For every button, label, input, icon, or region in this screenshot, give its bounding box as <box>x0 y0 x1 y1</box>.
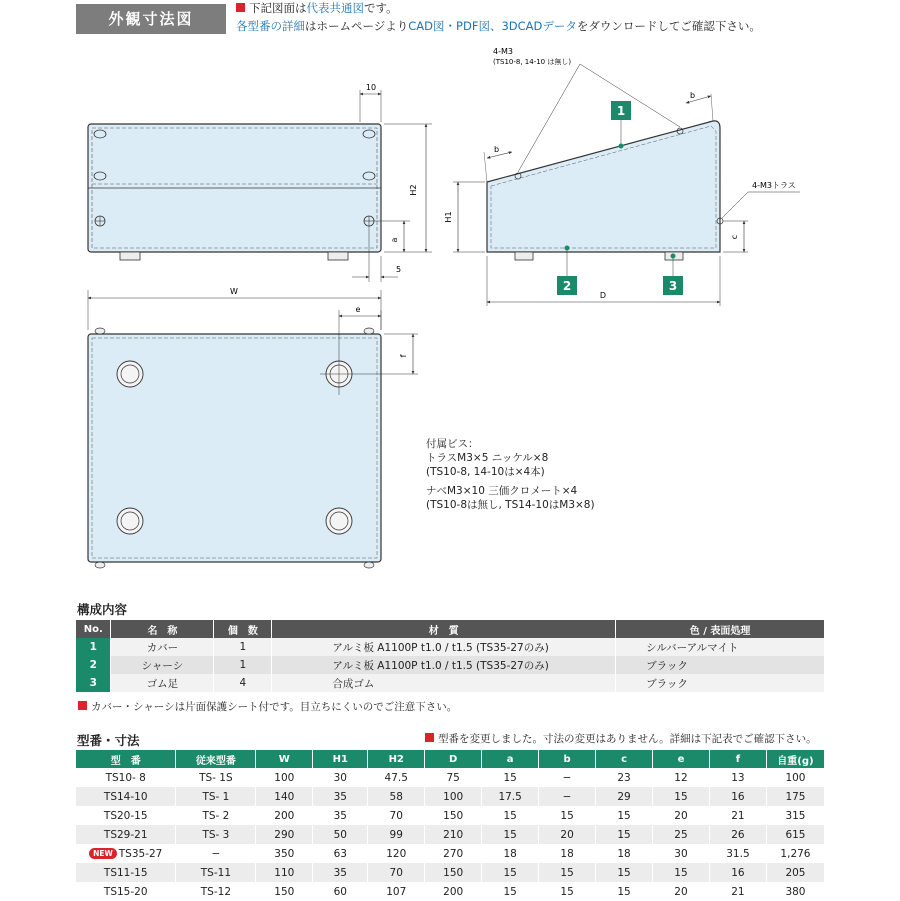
cell-weight: 100 <box>766 768 824 787</box>
dimensions-header-row <box>76 750 825 768</box>
m3-top-note: (TS10-8, 14-10 は無し) <box>493 58 572 66</box>
note2-text-b: はホームページより <box>305 19 409 33</box>
cell-e: 25 <box>653 825 710 844</box>
table-row <box>76 863 825 882</box>
cell-old-model: TS- 3 <box>176 825 256 844</box>
note2-highlight-c: CAD図・PDF図、3DCADデータ <box>408 19 577 33</box>
cell-e: 12 <box>653 768 710 787</box>
cell-old-model: TS- 2 <box>176 806 256 825</box>
cell-model: TS10- 8 <box>76 768 176 787</box>
part-2-number: 2 <box>562 279 572 293</box>
cell-b: 15 <box>539 882 596 901</box>
cell-h1: 60 <box>313 882 368 901</box>
section-title-dimensions-drawing: 外観寸法図 <box>76 4 226 34</box>
col-header-weight: 自重(g) <box>766 750 824 768</box>
col-header-h1: H1 <box>313 750 368 768</box>
table-row <box>76 882 825 901</box>
cell-h1: 35 <box>313 787 368 806</box>
dim-b-right-label: b <box>690 91 696 100</box>
cell-d: 150 <box>425 806 482 825</box>
cell-b: 20 <box>539 825 596 844</box>
col-header-finish: 色 / 表面処理 <box>616 620 825 638</box>
dim-h2-label: H2 <box>409 184 418 196</box>
cell-model: TS35-27 <box>118 847 163 860</box>
cell-c: 29 <box>596 787 653 806</box>
row-name: シャーシ <box>111 656 214 674</box>
part-1-number: 1 <box>616 104 626 118</box>
row-qty: 4 <box>214 674 272 692</box>
cell-w: 290 <box>256 825 313 844</box>
cell-weight: 315 <box>766 806 824 825</box>
col-header-no: No. <box>76 620 111 638</box>
cell-old-model: TS- 1S <box>176 768 256 787</box>
dim-w-label: W <box>230 287 238 296</box>
dimensions-title: 型番・寸法 <box>77 733 140 748</box>
cell-model: TS14-10 <box>76 787 176 806</box>
cell-h1: 35 <box>313 806 368 825</box>
row-qty: 1 <box>214 656 272 674</box>
cell-model-new <box>76 844 176 863</box>
row-name: カバー <box>111 638 214 656</box>
dim-c-label: c <box>730 234 739 240</box>
cell-h2: 47.5 <box>368 768 425 787</box>
col-header-old-model: 従来型番 <box>176 750 256 768</box>
cell-model: TS20-15 <box>76 806 176 825</box>
col-header-d: D <box>425 750 482 768</box>
cell-w: 100 <box>256 768 313 787</box>
screws-line-2: (TS10-8, 14-10は×4本) <box>426 466 545 478</box>
dim-10-label: 10 <box>365 83 377 92</box>
cell-h2: 99 <box>368 825 425 844</box>
row-material: アルミ板 A1100P t1.0 / t1.5 (TS35-27のみ) <box>272 638 616 656</box>
col-header-c: c <box>596 750 653 768</box>
new-badge: NEW <box>89 848 117 859</box>
row-material: 合成ゴム <box>272 674 616 692</box>
cell-h1: 50 <box>313 825 368 844</box>
col-header-material: 材 質 <box>272 620 616 638</box>
red-bullet-icon <box>425 733 434 742</box>
cell-a: 15 <box>482 863 539 882</box>
cell-f: 26 <box>709 825 766 844</box>
cell-w: 200 <box>256 806 313 825</box>
col-header-f: f <box>709 750 766 768</box>
cell-d: 150 <box>425 863 482 882</box>
cell-old-model: TS- 1 <box>176 787 256 806</box>
table-row <box>76 674 825 692</box>
row-finish: ブラック <box>616 674 825 692</box>
dimensions-notice <box>425 731 817 746</box>
row-qty: 1 <box>214 638 272 656</box>
note1-highlight: 代表共通図 <box>306 1 364 15</box>
cell-h2: 70 <box>368 863 425 882</box>
cell-b: − <box>539 768 596 787</box>
dimensions-table <box>76 750 825 901</box>
part-3-number: 3 <box>668 279 678 293</box>
cell-c: 15 <box>596 806 653 825</box>
row-finish: ブラック <box>616 656 825 674</box>
cell-old-model: TS-11 <box>176 863 256 882</box>
top-view <box>88 287 418 568</box>
cell-c: 18 <box>596 844 653 863</box>
components-title: 構成内容 <box>77 602 128 617</box>
cell-weight: 1,276 <box>766 844 824 863</box>
note1-prefix: 下記図面は <box>249 1 307 15</box>
table-row <box>76 844 825 863</box>
col-header-b: b <box>539 750 596 768</box>
cell-b: − <box>539 787 596 806</box>
cell-w: 140 <box>256 787 313 806</box>
cell-e: 30 <box>653 844 710 863</box>
cell-weight: 175 <box>766 787 824 806</box>
cell-h2: 58 <box>368 787 425 806</box>
components-footnote <box>78 699 457 714</box>
front-view <box>88 83 432 282</box>
col-header-e: e <box>653 750 710 768</box>
side-view <box>444 47 800 306</box>
cell-old-model: − <box>176 844 256 863</box>
cell-c: 15 <box>596 825 653 844</box>
cell-d: 210 <box>425 825 482 844</box>
red-bullet-icon <box>78 701 87 710</box>
col-header-name: 名 称 <box>111 620 214 638</box>
note2-text-d: をダウンロードしてご確認下さい。 <box>576 19 761 33</box>
cell-c: 15 <box>596 863 653 882</box>
cell-b: 18 <box>539 844 596 863</box>
dim-h1-label: H1 <box>444 211 453 223</box>
cell-f: 21 <box>709 806 766 825</box>
cell-h2: 120 <box>368 844 425 863</box>
cell-e: 15 <box>653 863 710 882</box>
col-header-h2: H2 <box>368 750 425 768</box>
cell-c: 15 <box>596 882 653 901</box>
col-header-qty: 個 数 <box>214 620 272 638</box>
row-no: 1 <box>76 638 111 656</box>
cell-d: 75 <box>425 768 482 787</box>
row-name: ゴム足 <box>111 674 214 692</box>
cell-w: 110 <box>256 863 313 882</box>
dim-f-label: f <box>399 354 408 358</box>
notice-text: 型番を変更しました。寸法の変更はありません。詳細は下記表でご確認下さい。 <box>438 733 817 745</box>
cell-f: 16 <box>709 787 766 806</box>
cell-f: 31.5 <box>709 844 766 863</box>
cell-model: TS29-21 <box>76 825 176 844</box>
col-header-model: 型 番 <box>76 750 176 768</box>
cell-weight: 205 <box>766 863 824 882</box>
cell-a: 15 <box>482 882 539 901</box>
cell-model: TS11-15 <box>76 863 176 882</box>
row-no: 3 <box>76 674 111 692</box>
screws-line-4: (TS10-8は無し, TS14-10はM3×8) <box>426 499 595 511</box>
cell-h2: 70 <box>368 806 425 825</box>
components-table <box>76 620 825 692</box>
cell-c: 23 <box>596 768 653 787</box>
note2-highlight-a: 各型番の詳細 <box>236 19 305 33</box>
table-row <box>76 787 825 806</box>
m3-top-label: 4-M3 <box>493 47 513 56</box>
table-row <box>76 638 825 656</box>
cell-f: 13 <box>709 768 766 787</box>
table-row <box>76 656 825 674</box>
dim-5-label: 5 <box>396 265 402 274</box>
cell-e: 20 <box>653 806 710 825</box>
dim-b-left-label: b <box>494 145 500 154</box>
cell-d: 270 <box>425 844 482 863</box>
cell-model: TS15-20 <box>76 882 176 901</box>
cell-f: 16 <box>709 863 766 882</box>
cell-w: 150 <box>256 882 313 901</box>
row-finish: シルバーアルマイト <box>616 638 825 656</box>
cell-a: 15 <box>482 806 539 825</box>
cell-h1: 63 <box>313 844 368 863</box>
screws-line-3: ナベM3×10 三価クロメート×4 <box>426 485 578 497</box>
cell-e: 15 <box>653 787 710 806</box>
cell-a: 15 <box>482 825 539 844</box>
table-row <box>76 806 825 825</box>
dim-d-label: D <box>599 291 607 300</box>
cell-old-model: TS-12 <box>176 882 256 901</box>
components-header-row <box>76 620 825 638</box>
screws-line-1: トラスM3×5 ニッケル×8 <box>426 452 549 464</box>
row-material: アルミ板 A1100P t1.0 / t1.5 (TS35-27のみ) <box>272 656 616 674</box>
cell-f: 21 <box>709 882 766 901</box>
m3-truss-label: 4-M3トラス <box>752 181 796 190</box>
cell-d: 100 <box>425 787 482 806</box>
screws-title: 付属ビス： <box>426 438 479 450</box>
cell-w: 350 <box>256 844 313 863</box>
table-row <box>76 825 825 844</box>
cell-h1: 30 <box>313 768 368 787</box>
cell-a: 17.5 <box>482 787 539 806</box>
table-row <box>76 768 825 787</box>
cell-a: 18 <box>482 844 539 863</box>
cell-weight: 615 <box>766 825 824 844</box>
col-header-w: W <box>256 750 313 768</box>
cell-b: 15 <box>539 806 596 825</box>
dim-a-label: a <box>390 237 399 243</box>
cell-d: 200 <box>425 882 482 901</box>
cell-b: 15 <box>539 863 596 882</box>
col-header-a: a <box>482 750 539 768</box>
note1-suffix: です。 <box>364 1 398 15</box>
cell-h2: 107 <box>368 882 425 901</box>
dim-e-label: e <box>355 305 361 314</box>
cell-a: 15 <box>482 768 539 787</box>
row-no: 2 <box>76 656 111 674</box>
cell-weight: 380 <box>766 882 824 901</box>
cell-h1: 35 <box>313 863 368 882</box>
cell-e: 20 <box>653 882 710 901</box>
footnote-text: カバー・シャーシは片面保護シート付です。目立ちにくいのでご注意下さい。 <box>91 701 458 713</box>
